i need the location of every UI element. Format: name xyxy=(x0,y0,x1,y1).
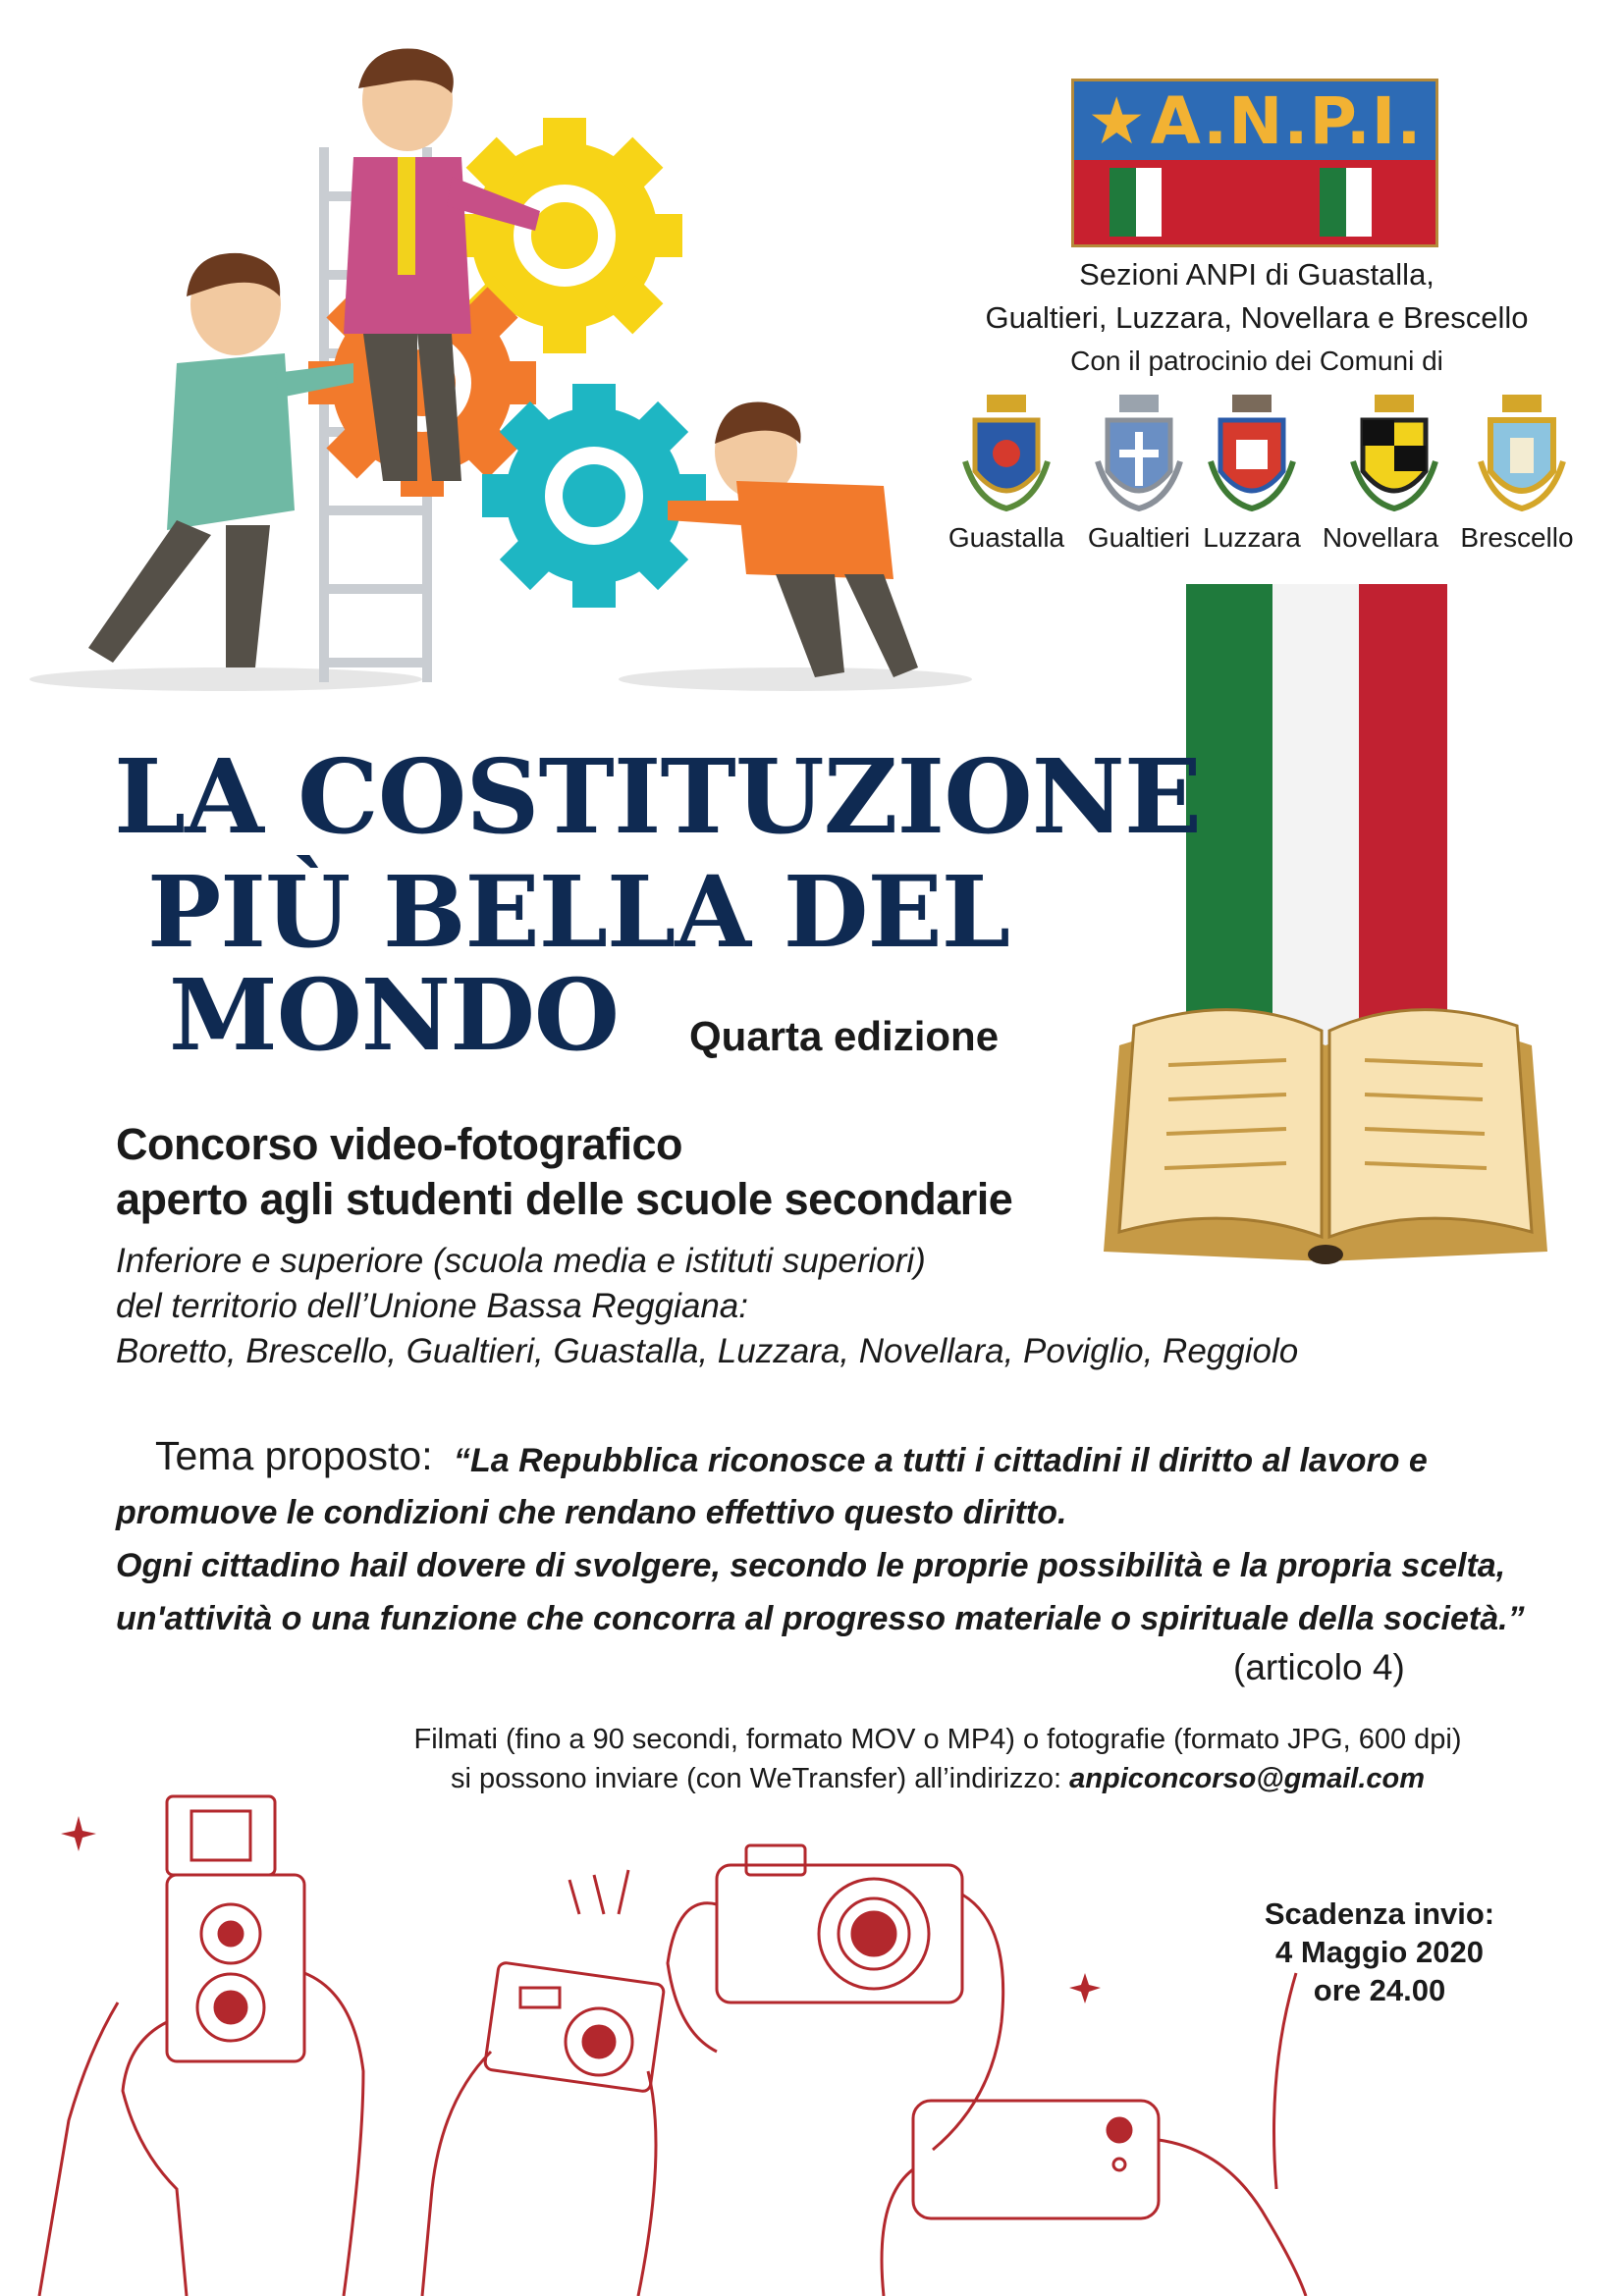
town-label-guastalla: Guastalla xyxy=(947,522,1065,553)
novellara-crest-icon xyxy=(1345,393,1443,515)
contest-details xyxy=(116,1239,1298,1374)
anpi-logo-text: A.N.P.I. xyxy=(1150,82,1423,159)
smartphone-icon xyxy=(882,2101,1306,2296)
gualtieri-crest-icon xyxy=(1090,393,1188,515)
flag-book-illustration xyxy=(1090,584,1571,1271)
deadline-time: ore 24.00 xyxy=(1313,1973,1446,2007)
organizer-text xyxy=(923,253,1591,340)
theme-quote-line3: Ogni cittadino hail dovere di svolgere, secondo le proprie possibilità e la propria scelta, xyxy=(116,1547,1506,1584)
anpi-logo-banner xyxy=(1074,81,1435,160)
deadline-date: 4 Maggio 2020 xyxy=(1275,1935,1484,1969)
submission-line1: Filmati (fino a 90 secondi, formato MOV o MP4) o fotografie (formato JPG, 600 dpi) xyxy=(413,1724,1462,1755)
edition-label: Quarta edizione xyxy=(689,1013,1000,1059)
submission-line2-text: si possono inviare (con WeTransfer) all’indirizzo: xyxy=(450,1763,1070,1794)
compact-camera-icon xyxy=(422,1870,665,2296)
open-book-icon xyxy=(1104,1010,1547,1264)
title-line1: LA COSTITUZIONE xyxy=(114,736,1202,857)
town-label-brescello: Brescello xyxy=(1460,522,1574,553)
flag-icon xyxy=(1320,168,1398,237)
town-label-gualtieri: Gualtieri xyxy=(1087,522,1191,553)
contest-heading xyxy=(116,1117,1012,1227)
contest-detail2: del territorio dell’Unione Bassa Reggiana: xyxy=(116,1287,748,1325)
submission-email: anpiconcorso@gmail.com xyxy=(1069,1763,1426,1794)
theme-quote-line4: un'attività o una funzione che concorra al progresso materiale o spirituale della società.” xyxy=(116,1600,1525,1637)
deadline-label: Scadenza invio: xyxy=(1264,1896,1495,1931)
person-left-pushing-icon xyxy=(88,253,353,667)
person-right-pushing-icon xyxy=(668,402,918,677)
guastalla-crest-icon xyxy=(957,393,1056,515)
hands-cameras-illustration xyxy=(29,1777,1600,2296)
luzzara-crest-icon xyxy=(1203,393,1301,515)
patronage-text: Con il patrocinio dei Comuni di xyxy=(1070,346,1443,376)
flag-icon xyxy=(1110,168,1188,237)
sparkle-icon xyxy=(61,1816,96,1851)
theme-quote-line2: promuove le condizioni che rendano effettivo questo diritto. xyxy=(116,1494,1067,1531)
theme-label: Tema proposto: xyxy=(155,1433,433,1478)
title-line3: MONDO xyxy=(169,957,620,1073)
town-label-luzzara: Luzzara xyxy=(1203,522,1301,553)
anpi-logo xyxy=(1071,79,1438,247)
contest-detail3: Boretto, Brescello, Gualtieri, Guastalla, Luzzara, Novellara, Poviglio, Reggiolo xyxy=(116,1332,1299,1370)
organizer-line1: Sezioni ANPI di Guastalla, xyxy=(1079,257,1435,292)
dslr-camera-icon xyxy=(668,1845,1003,2150)
contest-line2: aperto agli studenti delle scuole secondarie xyxy=(116,1174,1013,1224)
theme-quote-line1: “La Repubblica riconosce a tutti i cittadini il diritto al lavoro e xyxy=(454,1442,1428,1479)
teamwork-gears-illustration xyxy=(29,39,992,707)
contest-line1: Concorso video-fotografico xyxy=(116,1119,683,1169)
title-line2: PIÙ BELLA DEL xyxy=(147,854,1010,970)
contest-detail1: Inferiore e superiore (scuola media e istituti superiori) xyxy=(116,1242,926,1280)
teal-gear-icon xyxy=(482,384,706,608)
brescello-crest-icon xyxy=(1473,393,1571,515)
organizer-line2: Gualtieri, Luzzara, Novellara e Brescello xyxy=(985,300,1529,335)
article-reference: (articolo 4) xyxy=(1233,1647,1405,1687)
tlr-camera-icon xyxy=(39,1796,363,2296)
star-icon: ★ xyxy=(1087,82,1147,159)
sparkle-icon xyxy=(1069,1973,1101,2003)
town-label-novellara: Novellara xyxy=(1322,522,1439,553)
